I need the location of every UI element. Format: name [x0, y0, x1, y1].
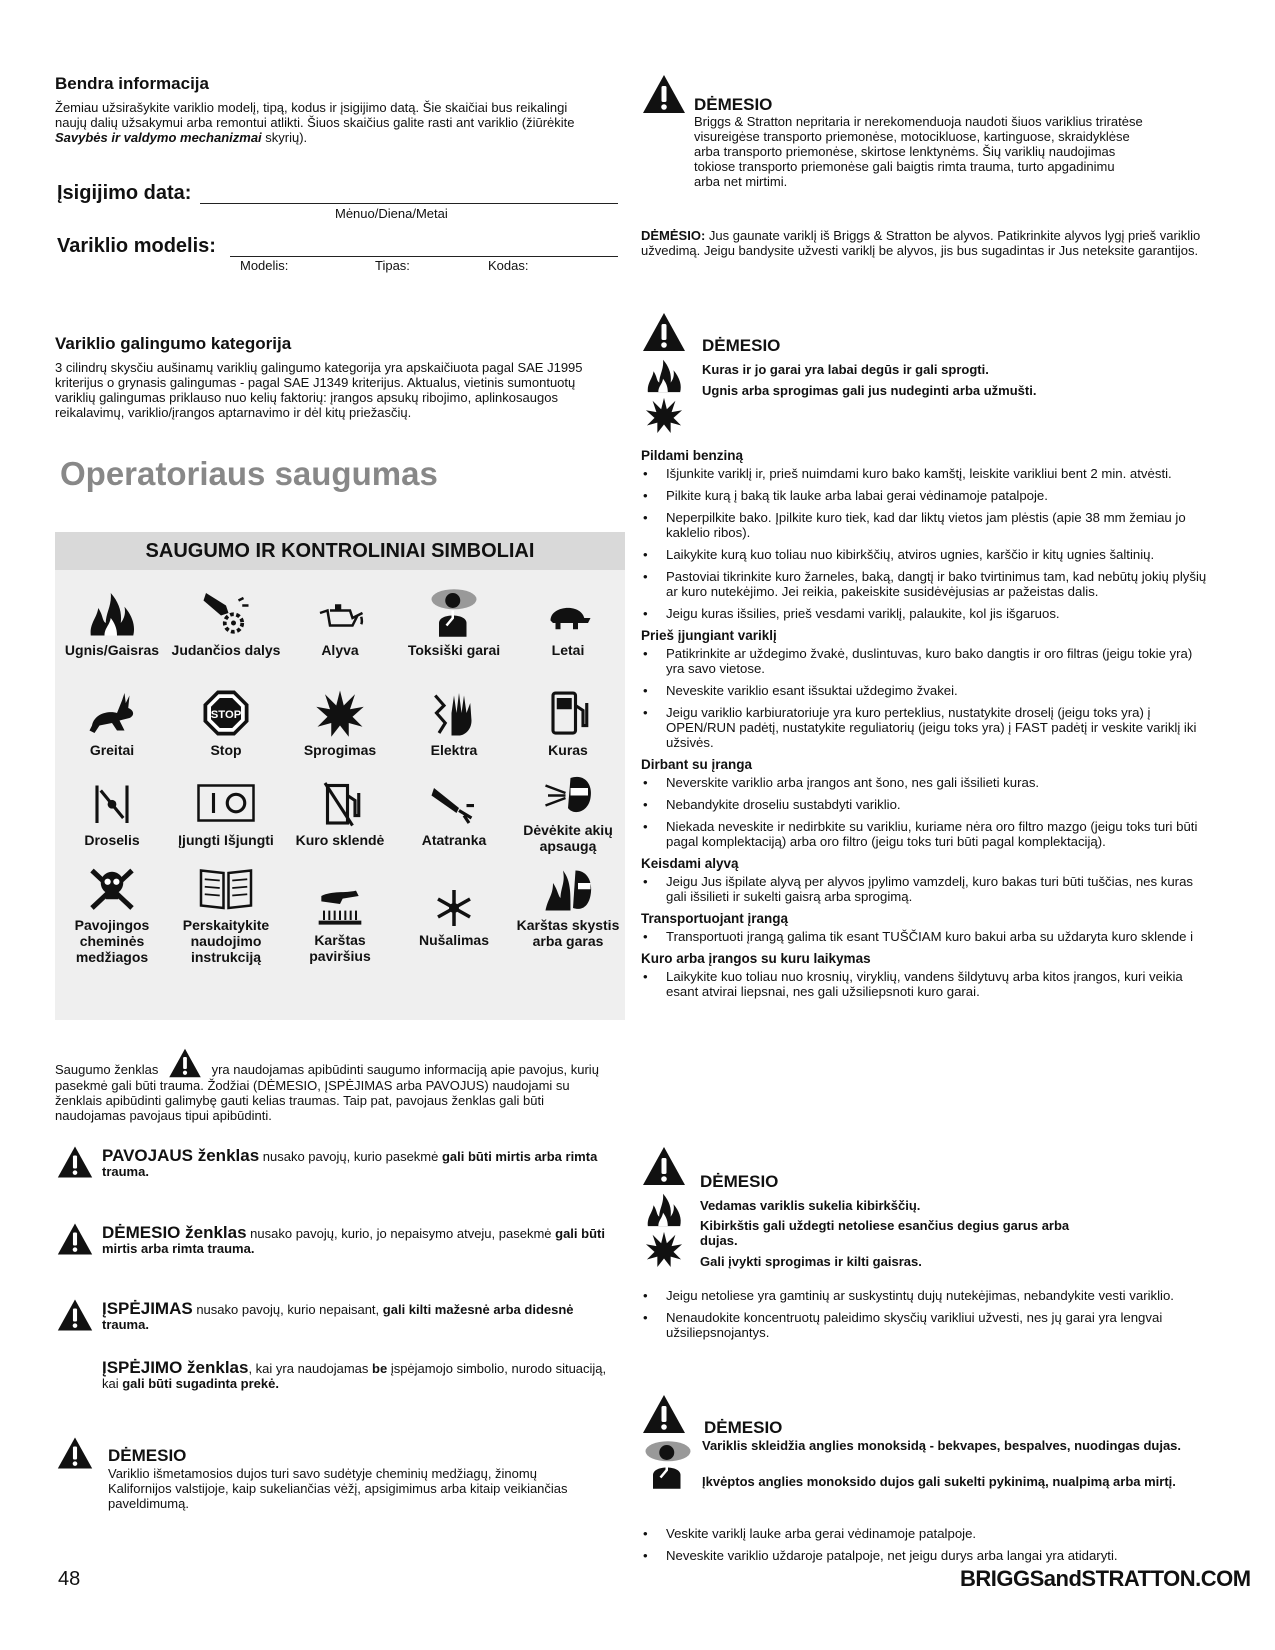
symbol-moving-parts: Judančios dalys: [169, 588, 283, 658]
brand-url: BRIGGSandSTRATTON.COM: [960, 1566, 1251, 1591]
list-item: • Patikrinkite ar uždegimo žvakė, duslintuvas, kuro bako dangtis ir oro filtras (jeigu tokie yra) yra savo vietose.: [641, 646, 1211, 676]
section-heading: Transportuojant įrangą: [641, 911, 789, 926]
fire-icon: [645, 356, 683, 394]
symbol-slow: Letai: [511, 588, 625, 658]
symbol-stop: STOP Stop: [169, 688, 283, 758]
model-hint: Modelis:: [240, 258, 289, 273]
signal-caution: ĮSPĖJIMAS nusako pavojų, kurio nepaisant, gali kilti mažesnė arba didesnė trauma.: [102, 1299, 574, 1332]
list-item: • Neperpilkite bako. Įpilkite kuro tiek, kad dar liktų vietos jam plėstis (apie 38 mm žemiau jo kaklelio ribos).: [641, 510, 1211, 540]
list-item: • Išjunkite variklį ir, prieš nuimdami kuro bako kamštį, leiskite varikliui bent 2 min. atvėsti.: [641, 466, 1211, 481]
power-text: 3 cilindrų skysčiu aušinamų variklių galingumo kategorija yra apskaičiuota pagal SAE J1995 kriterijus o grynasis galingumas - pagal SAE J1349 kriterijus. Aktualus, vietinis sumontuotų variklių galingumas priklauso nuo kelių faktorių: įrangos apsukų ribojimo, aplinkosaugos reikalavimų, variklio/įrangos aptarnavimo ir dėl kitų priežasčių.: [55, 360, 583, 420]
type-hint: Tipas:: [375, 258, 410, 273]
list-item: • Pastoviai tikrinkite kuro žarneles, baką, dangtį ir bako tvirtinimus tam, kad nebūtų jokių plyšių ar kuro nutekėjimo. Jei reikia, pakeiskite susidėvėjusias ar pažeistas dalis.: [641, 569, 1211, 599]
symbol-hot-liquid: Karštas skystis arba garas: [511, 863, 625, 949]
list-item: • Jeigu variklio karbiuratoriuje yra kuro perteklius, nustatykite droselį (jeigu toks yra) į OPEN/RUN padėtį, nustatykite reguliatorių (jeigu toks yra) į FAST padėtį ir veskite variklį iki užsivės.: [641, 705, 1211, 750]
exhaust-warning-text: Variklio išmetamosios dujos turi savo sudėtyje cheminių medžiagų, žinomų Kalifornijos valstijoje, kaip sukeliančias vėžį, apsigimimus arba kitaip veikiančias paveldimumą.: [108, 1466, 568, 1511]
page-number: 48: [58, 1568, 81, 1590]
list-item: • Veskite variklį lauke arba gerai vėdinamoje patalpoje.: [641, 1526, 1211, 1541]
list-item: • Niekada neveskite ir nedirbkite su varikliu, kuriame nėra oro filtro mazgo (jeigu toks turi būti pagal komplektaciją) arba oro filtro (jeigu toks turi būti pagal komplektaciją).: [641, 819, 1211, 849]
toxic-fumes-icon: [643, 1440, 693, 1490]
operating-list: [641, 775, 1211, 849]
oil-can-icon: [310, 588, 370, 638]
list-item: • Nebandykite droseliu sustabdyti variklio.: [641, 797, 1211, 812]
vehicle-warning-icon: [642, 74, 686, 114]
electric-shock-icon: [424, 688, 484, 738]
section-heading: Keisdami alyvą: [641, 856, 739, 871]
spark-list: [641, 1288, 1211, 1347]
symbol-oil: Alyva: [283, 588, 397, 658]
symbol-choke: Droselis: [55, 778, 169, 848]
vehicle-warning-title: DĖMESIO: [694, 95, 773, 114]
hot-surface-icon: [310, 888, 370, 928]
list-item: • Transportuoti įrangą galima tik esant TUŠČIAM kuro bakui arba su uždaryta kuro sklende i: [641, 929, 1211, 944]
list-item: • Laikykite kuo toliau nuo krosnių, viryklių, vandens šildytuvų arba kitos įrangos, kuri veikia esant atvirai liepsnai, nes gali užsiliepsnoti kuro garai.: [641, 969, 1211, 999]
on-off-icon: [190, 778, 262, 828]
skull-crossbones-icon: [82, 863, 142, 913]
fuel-pump-icon: [538, 688, 598, 738]
fuel-warning-icon: [642, 312, 686, 352]
hot-liquid-steam-icon: [538, 863, 598, 913]
power-heading: Variklio galingumo kategorija: [55, 334, 292, 353]
fuel-warning-line-2: Ugnis arba sprogimas gali jus nudeginti arba užmušti.: [702, 383, 1037, 398]
fuel-warning-title: DĖMESIO: [702, 336, 781, 355]
spark-warning-line-3: Gali įvykti sprogimas ir kilti gaisras.: [700, 1254, 922, 1269]
symbol-on-off: Įjungti Išjungti: [169, 778, 283, 848]
storage-list: [641, 969, 1211, 999]
warning-alert-icon: [57, 1222, 93, 1256]
exhaust-warning-title: DĖMESIO: [108, 1446, 187, 1465]
section-heading: Dirbant su įranga: [641, 757, 753, 772]
spark-warning-icon: [642, 1146, 686, 1186]
symbol-fuel-shutoff: Kuro sklendė: [283, 778, 397, 848]
spark-warning-line-2: Kibirkštis gali uždegti netoliese esančius degius garus arba dujas.: [700, 1218, 1070, 1248]
purchase-date-hint: Mėnuo/Diena/Metai: [335, 206, 448, 221]
eye-protection-icon: [538, 768, 598, 818]
engine-model-line: [230, 236, 618, 257]
signal-danger: PAVOJAUS ženklas nusako pavojų, kurio pasekmė gali būti mirtis arba rimta trauma.: [102, 1146, 598, 1179]
list-item: • Jeigu netoliese yra gamtinių ar suskystintų dujų nutekėjimas, nebandykite vesti variklio.: [641, 1288, 1211, 1303]
fuel-sections: [641, 442, 1211, 1006]
symbol-electric: Elektra: [397, 688, 511, 758]
caution-alert-icon: [57, 1298, 93, 1332]
oil-change-list: [641, 874, 1211, 904]
svg-text:STOP: STOP: [210, 709, 242, 721]
toxic-fumes-icon: [424, 588, 484, 638]
safety-alert-icon: [168, 1048, 202, 1078]
transport-list: [641, 929, 1211, 944]
section-heading: Pildami benziną: [641, 448, 744, 463]
section-title: Operatoriaus saugumas: [60, 455, 438, 492]
alert-intro: Saugumo ženklas yra naudojamas apibūdinti saugumo informaciją apie pavojus, kurių pasekmė gali būti trauma. Žodžiai (DĖMESIO, ĮSPĖJIMAS arba PAVOJUS) naudojami su ženklais apibūdinti galimybę gauti kelias traumas. Taip pat, pavojaus ženklas gali būti naudojamas pavojaus tipui apibūdinti.: [55, 1048, 615, 1123]
symbol-fire: Ugnis/Gaisras: [55, 588, 169, 658]
section-heading: Kuro arba įrangos su kuru laikymas: [641, 951, 871, 966]
symbol-chemicals: Pavojingos cheminės medžiagos: [55, 863, 169, 965]
oil-notice: DĖMĖSIO: Jus gaunate variklį iš Briggs & Stratton be alyvos. Patikrinkite alyvos lygį prieš variklio užvedimą. Jeigu bandysite užvesti variklį be alyvos, jis bus sugadintas ir Jus neteksite garantijos.: [641, 228, 1201, 258]
stop-sign-icon: [196, 688, 256, 738]
co-warning-line-1: Variklis skleidžia anglies monoksidą - bekvapes, bespalves, nuodingas dujas.: [702, 1438, 1182, 1453]
section-heading: Prieš įjungiant variklį: [641, 628, 777, 643]
moving-parts-icon: [196, 588, 256, 638]
symbol-kickback: Atatranka: [397, 778, 511, 848]
general-text: Žemiau užsirašykite variklio modelį, tipą, kodus ir įsigijimo datą. Šie skaičiai bus reikalingi naujų dalių užsakymui arba remontui atlikti. Šiuos skaičius galite rasti ant variklio (žiūrėkite Savybės ir valdymo mechanizmai skyrių).: [55, 100, 575, 145]
explosion-icon: [310, 688, 370, 738]
turtle-icon: [538, 588, 598, 638]
explosion-icon: [645, 396, 683, 434]
symbol-read-manual: Perskaitykite naudojimo instrukciją: [169, 863, 283, 965]
rabbit-icon: [82, 688, 142, 738]
purchase-date-line: [200, 183, 618, 204]
co-warning-line-2: Įkvėptos anglies monoksido dujos gali sukelti pykinimą, nualpimą arba mirtį.: [702, 1474, 1176, 1489]
manual-book-icon: [191, 863, 261, 913]
purchase-date-label: Įsigijimo data:: [57, 182, 192, 204]
choke-icon: [82, 778, 142, 828]
spark-warning-line-1: Vedamas variklis sukelia kibirkščių.: [700, 1198, 921, 1213]
symbol-toxic-fumes: Toksiški garai: [397, 588, 511, 658]
spark-warning-title: DĖMESIO: [700, 1172, 779, 1191]
fuel-warning-line-1: Kuras ir jo garai yra labai degūs ir gali sprogti.: [702, 362, 989, 377]
explosion-icon: [645, 1230, 683, 1268]
vehicle-warning-text: Briggs & Stratton nepritaria ir nerekomenduoja naudoti šiuos variklius triratėse visureigėse transporto priemonėse, motocikluose, kartinguose, skraidyklėse arba transporto priemonėse, skirtose lenktynėms. Šių variklių naudojimas tokiose transporto priemonėse gali baigtis rimta trauma, turto apgadinimu arba net mirtimi.: [694, 114, 1143, 189]
symbol-fuel: Kuras: [511, 688, 625, 758]
signal-warning: DĖMESIO ženklas nusako pavojų, kurio, jo nepaisymo atveju, pasekmė gali būti mirtis arba rimta trauma.: [102, 1223, 605, 1256]
list-item: • Jeigu Jus išpilate alyvą per alyvos įpylimo vamzdelį, kuro bakas turi būti tuščias, nes kuras gali išsilieti ir sukelti gaisrą arba sprogimą.: [641, 874, 1211, 904]
list-item: • Laikykite kurą kuo toliau nuo kibirkščių, atviros ugnies, karščio ir kitų ugnies šaltinių.: [641, 547, 1211, 562]
fire-icon: [645, 1190, 683, 1228]
list-item: • Neverskite variklio arba įrangos ant šono, nes gali išsilieti kuras.: [641, 775, 1211, 790]
refuel-list: [641, 466, 1211, 621]
co-warning-title: DĖMESIO: [704, 1418, 783, 1437]
snowflake-icon: [429, 888, 479, 928]
fuel-shutoff-icon: [310, 778, 370, 828]
list-item: • Neveskite variklio esant išsuktai uždegimo žvakei.: [641, 683, 1211, 698]
fire-icon: [82, 588, 142, 638]
list-item: • Pilkite kurą į baką tik lauke arba labai gerai vėdinamoje patalpoje.: [641, 488, 1211, 503]
starting-list: [641, 646, 1211, 750]
symbol-frostbite: Nušalimas: [397, 888, 511, 948]
engine-model-label: Variklio modelis:: [57, 235, 216, 257]
symbol-fast: Greitai: [55, 688, 169, 758]
list-item: • Jeigu kuras išsilies, prieš vesdami variklį, palaukite, kol jis išgaruos.: [641, 606, 1211, 621]
code-hint: Kodas:: [488, 258, 529, 273]
co-warning-icon: [642, 1394, 686, 1434]
symbol-hot-surface: Karštas paviršius: [283, 888, 397, 964]
list-item: • Nenaudokite koncentruotų paleidimo skysčių varikliui užvesti, nes jų garai yra lengvai užsiliepsnojantys.: [641, 1310, 1211, 1340]
list-item: • Neveskite variklio uždaroje patalpoje, net jeigu durys arba langai yra atidaryti.: [641, 1548, 1211, 1563]
symbol-explosion: Sprogimas: [283, 688, 397, 758]
symbols-grid: [55, 570, 625, 1020]
symbols-title: SAUGUMO IR KONTROLINIAI SIMBOLIAI: [55, 532, 625, 570]
co-list: [641, 1526, 1211, 1570]
signal-notice: ĮSPĖJIMO ženklas, kai yra naudojamas be įspėjamojo simbolio, nurodo situaciją, kai gali būti sugadinta prekė.: [102, 1358, 607, 1391]
symbol-eye-protection: Dėvėkite akių apsaugą: [511, 768, 625, 854]
exhaust-warning-icon: [57, 1436, 93, 1470]
danger-alert-icon: [57, 1145, 93, 1179]
kickback-icon: [424, 778, 484, 828]
general-heading: Bendra informacija: [55, 74, 209, 93]
